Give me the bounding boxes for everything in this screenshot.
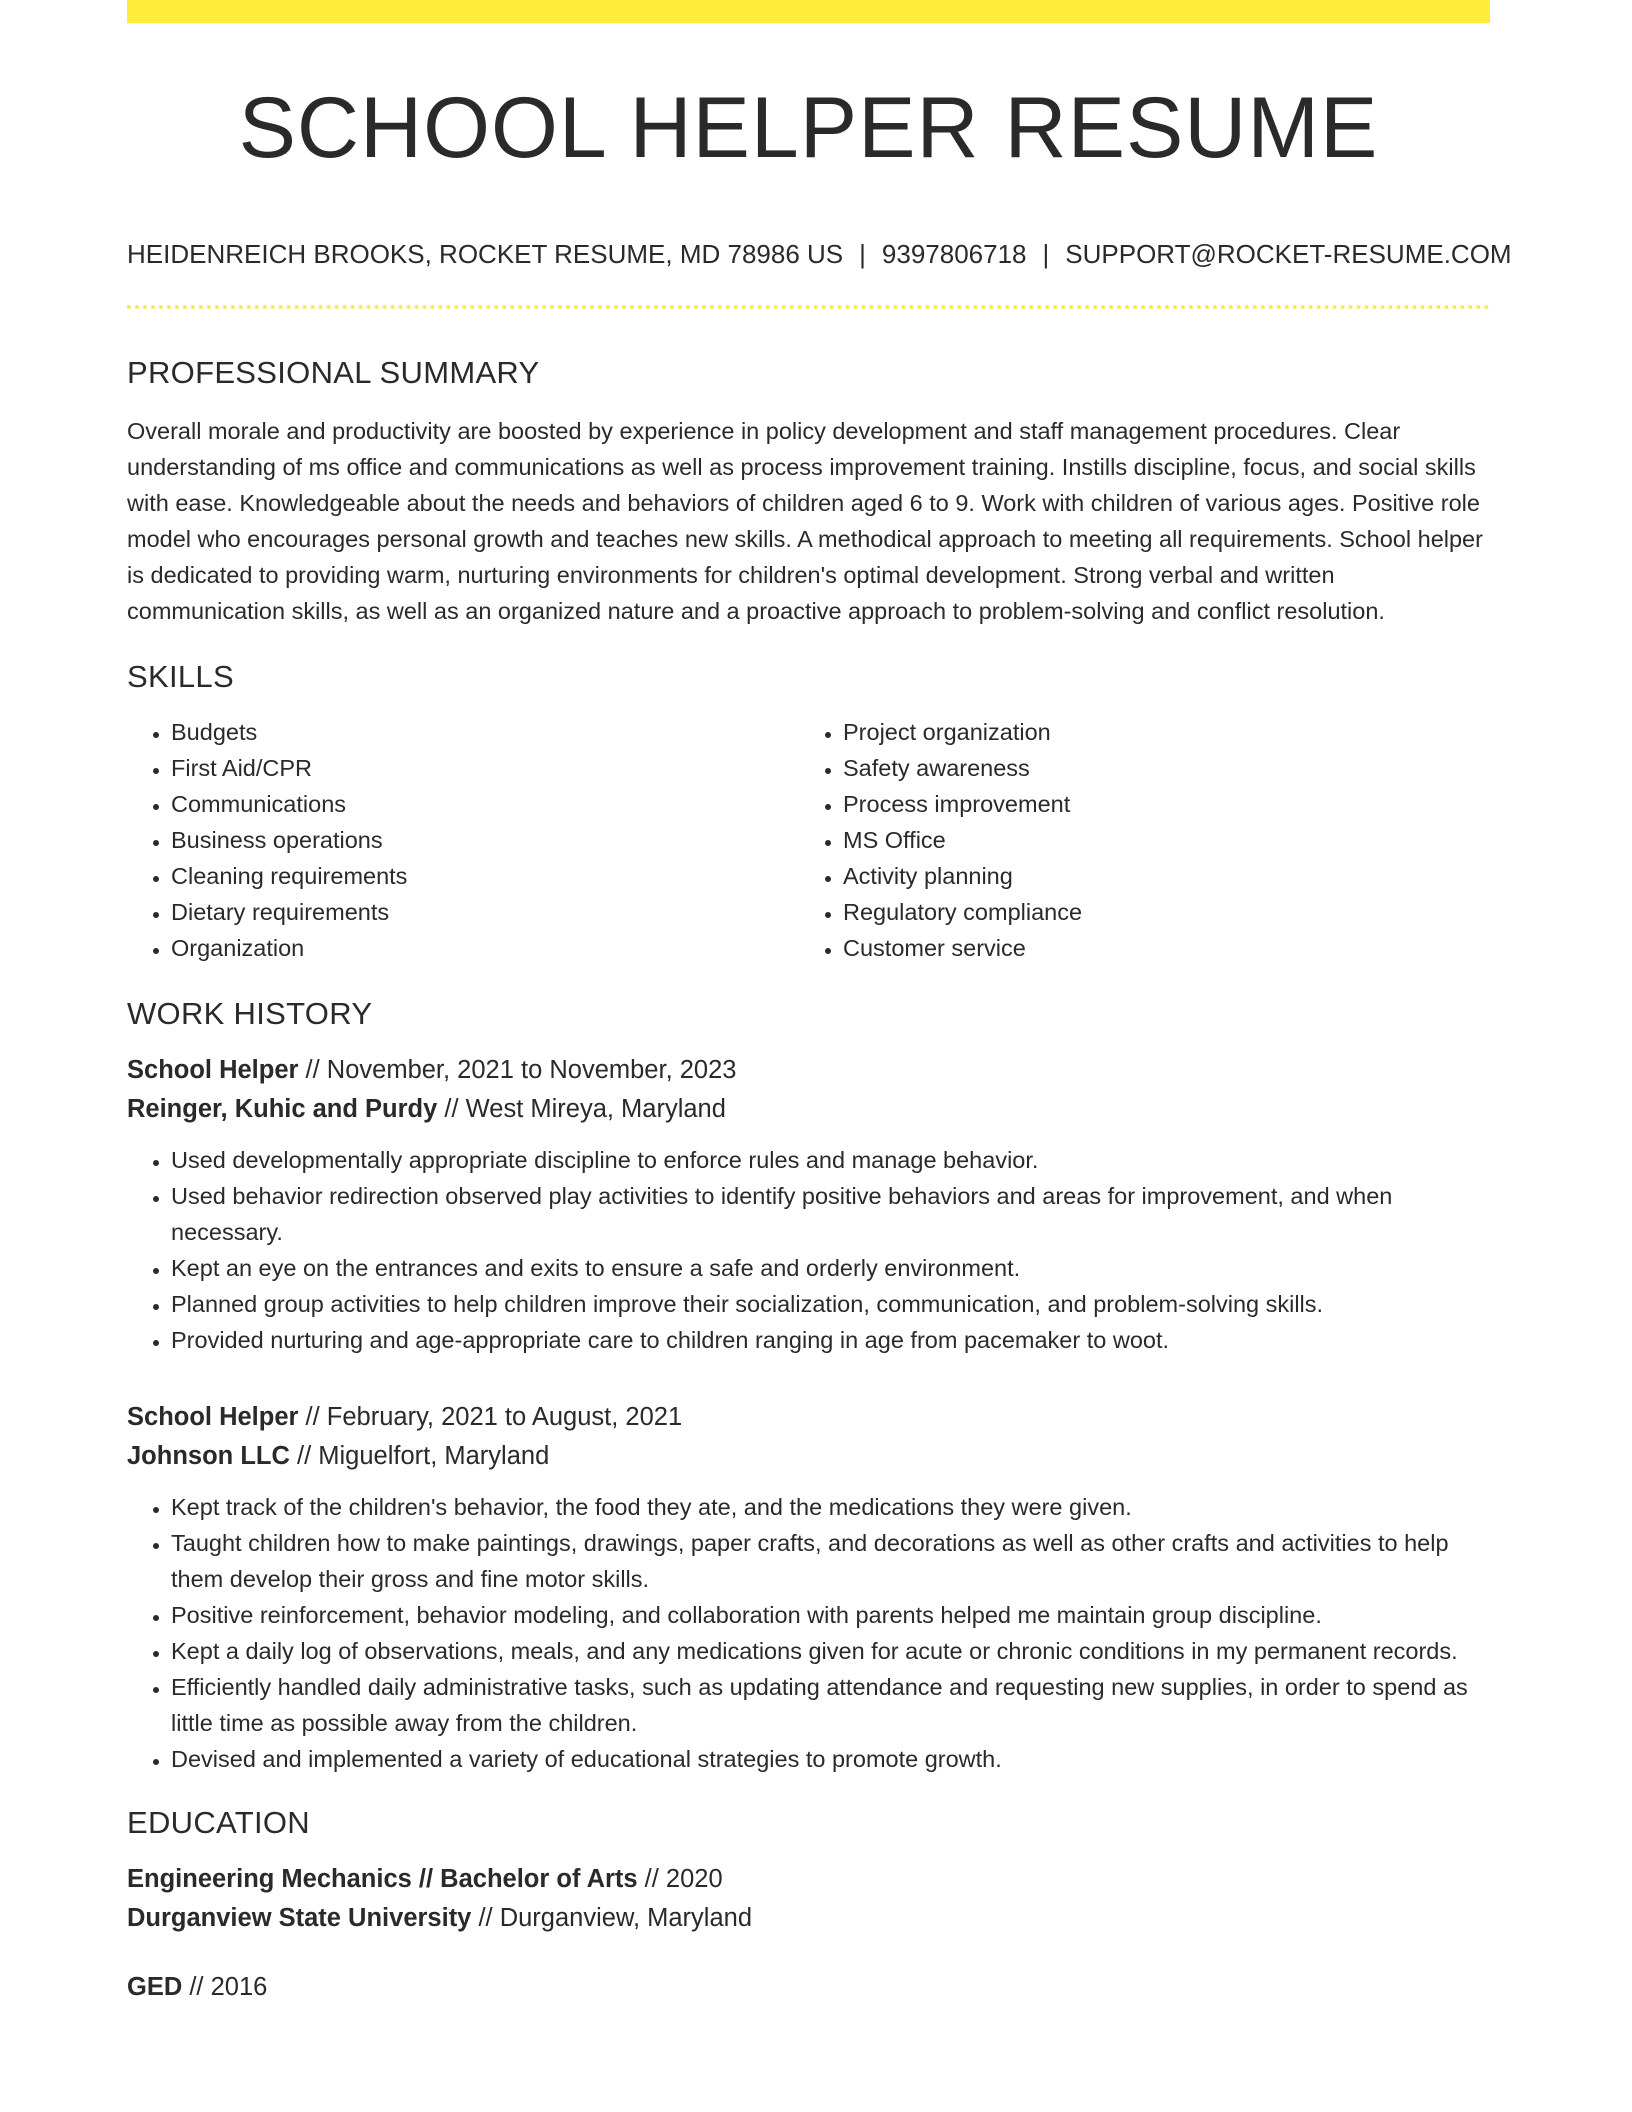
dotted-divider xyxy=(127,305,1490,309)
job-title: School Helper xyxy=(127,1403,299,1431)
job-bullet: • Planned group activities to help children improve their socialization, communication, and problem-solving skills. xyxy=(171,1286,1490,1322)
job-title: School Helper xyxy=(127,1056,299,1084)
education-degree: Engineering Mechanics // Bachelor of Arts xyxy=(127,1865,638,1893)
education-school: Durganview State University xyxy=(127,1904,472,1932)
skill-item: • Dietary requirements xyxy=(171,894,799,930)
education-entry xyxy=(127,1860,1490,1938)
education-degree: GED xyxy=(127,1973,183,2001)
skills-column-right xyxy=(799,714,1471,966)
skill-item: • Budgets xyxy=(171,714,799,750)
job-company: Johnson LLC xyxy=(127,1442,290,1470)
job-title-line xyxy=(127,1398,1490,1437)
job-bullet: • Kept a daily log of observations, meals, and any medications given for acute or chronic conditions in my permanent records. xyxy=(171,1633,1490,1669)
resume-title: SCHOOL HELPER RESUME xyxy=(238,80,1379,176)
job-dates: // February, 2021 to August, 2021 xyxy=(298,1403,683,1431)
resume-page xyxy=(127,0,1512,2007)
contact-phone: 9397806718 xyxy=(881,239,1027,269)
education-heading: EDUCATION xyxy=(127,1805,310,1840)
job-bullet: • Used behavior redirection observed play activities to identify positive behaviors and areas for improvement, and when necessary. xyxy=(171,1178,1490,1250)
job-bullet: • Kept track of the children's behavior, the food they ate, and the medications they were given. xyxy=(171,1489,1490,1525)
work-history-heading: WORK HISTORY xyxy=(127,996,373,1031)
job-bullet: • Provided nurturing and age-appropriate care to children ranging in age from pacemaker to woot. xyxy=(171,1322,1490,1358)
education-location: // Durganview, Maryland xyxy=(471,1904,752,1932)
education-year: // 2020 xyxy=(637,1865,723,1893)
job-location: // West Mireya, Maryland xyxy=(437,1095,726,1123)
skill-item: • Communications xyxy=(171,786,799,822)
education-school-line xyxy=(127,1899,1490,1938)
job-bullet: • Devised and implemented a variety of educational strategies to promote growth. xyxy=(171,1741,1490,1777)
skill-item: • Customer service xyxy=(843,930,1471,966)
skills-heading: SKILLS xyxy=(127,659,234,694)
contact-line xyxy=(127,239,1512,269)
job-bullet-list xyxy=(127,1489,1490,1777)
skill-item: • Organization xyxy=(171,930,799,966)
skill-item: • Cleaning requirements xyxy=(171,858,799,894)
job-entry xyxy=(127,1051,1490,1358)
contact-email: SUPPORT@ROCKET-RESUME.COM xyxy=(1065,239,1512,269)
job-bullet: • Kept an eye on the entrances and exits to ensure a safe and orderly environment. xyxy=(171,1250,1490,1286)
job-bullet: • Positive reinforcement, behavior modeling, and collaboration with parents helped me maintain group discipline. xyxy=(171,1597,1490,1633)
skill-item: • First Aid/CPR xyxy=(171,750,799,786)
job-bullet: • Used developmentally appropriate discipline to enforce rules and manage behavior. xyxy=(171,1142,1490,1178)
job-bullet: • Efficiently handled daily administrative tasks, such as updating attendance and requesting new supplies, in order to spend as little time as possible away from the children. xyxy=(171,1669,1490,1741)
skill-item: • Business operations xyxy=(171,822,799,858)
contact-separator: | xyxy=(859,239,866,269)
job-location: // Miguelfort, Maryland xyxy=(289,1442,550,1470)
summary-text: Overall morale and productivity are boosted by experience in policy development and staff management procedures. Clear understanding of ms office and communications as well as process improvement training. Instills discipline, focus, and social skills with ease. Knowledgeable about the needs and behaviors of children aged 6 to 9. Work with children of various ages. Positive role model who encourages personal growth and teaches new skills. A methodical approach to meeting all requirements. School helper is dedicated to providing warm, nurturing environments for children's optimal development. Strong verbal and written communication skills, as well as an organized nature and a proactive approach to problem-solving and conflict resolution. xyxy=(127,418,1483,624)
skills-grid xyxy=(127,714,1490,966)
job-bullet: • Taught children how to make paintings, drawings, paper crafts, and decorations as well as other crafts and activities to help them develop their gross and fine motor skills. xyxy=(171,1525,1490,1597)
education-degree-line xyxy=(127,1968,1490,2007)
skill-item: • Project organization xyxy=(843,714,1471,750)
job-company: Reinger, Kuhic and Purdy xyxy=(127,1095,438,1123)
education-year: // 2016 xyxy=(182,1973,268,2001)
job-bullet-list xyxy=(127,1142,1490,1358)
job-company-line xyxy=(127,1437,1490,1476)
education-entry xyxy=(127,1968,1490,2007)
contact-address: HEIDENREICH BROOKS, ROCKET RESUME, MD 78986 US xyxy=(127,239,844,269)
job-entry xyxy=(127,1398,1490,1777)
education-degree-line xyxy=(127,1860,1490,1899)
skill-item: • Activity planning xyxy=(843,858,1471,894)
job-title-line xyxy=(127,1051,1490,1090)
job-company-line xyxy=(127,1090,1490,1129)
job-dates: // November, 2021 to November, 2023 xyxy=(298,1056,737,1084)
skill-item: • Regulatory compliance xyxy=(843,894,1471,930)
skill-item: • Safety awareness xyxy=(843,750,1471,786)
skill-item: • Process improvement xyxy=(843,786,1471,822)
contact-separator: | xyxy=(1042,239,1050,269)
summary-heading: PROFESSIONAL SUMMARY xyxy=(127,355,540,390)
accent-top-bar xyxy=(127,0,1490,23)
skills-column-left xyxy=(127,714,799,966)
skill-item: • MS Office xyxy=(843,822,1471,858)
